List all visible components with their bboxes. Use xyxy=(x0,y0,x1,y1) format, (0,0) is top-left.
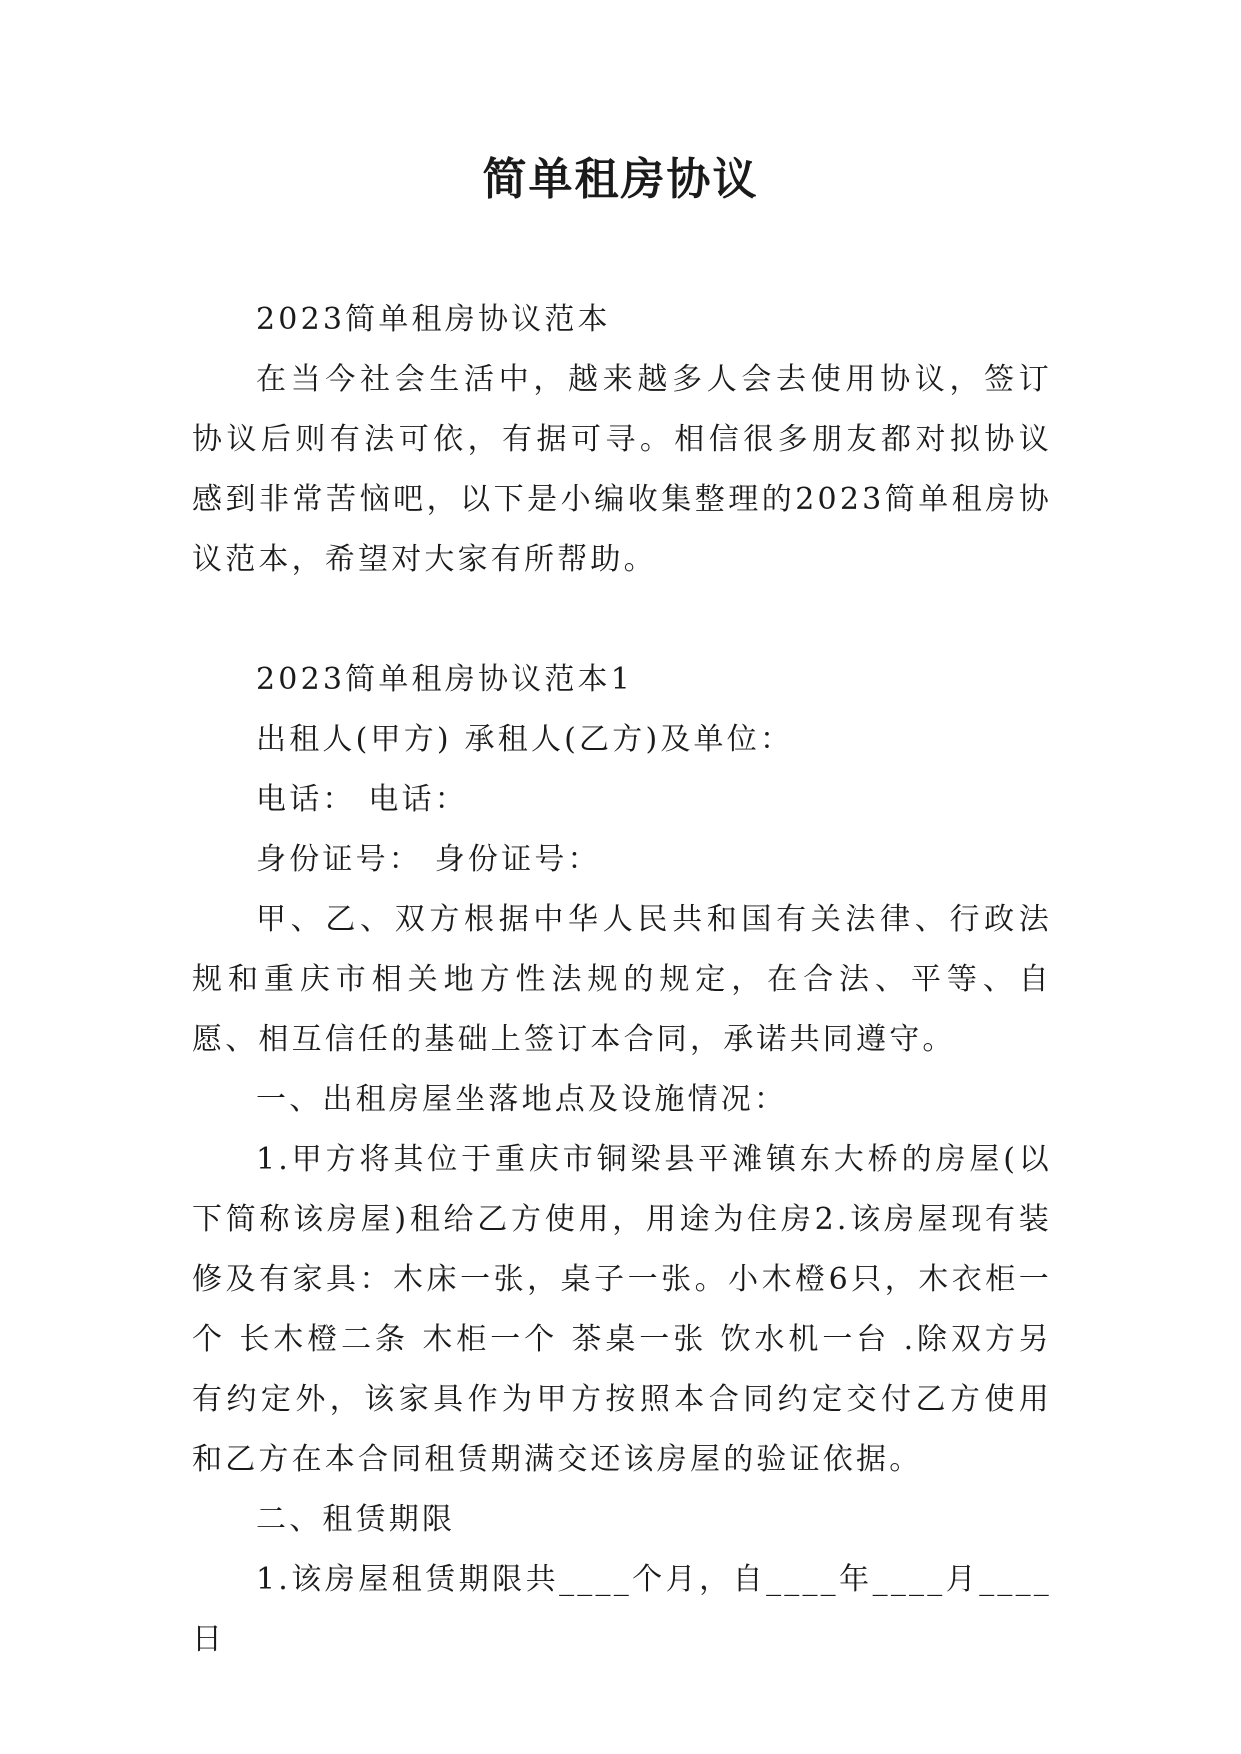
paragraph-subtitle: 2023简单租房协议范本 xyxy=(256,302,611,337)
paragraph-section-1-content: 1.甲方将其位于重庆市铜梁县平滩镇东大桥的房屋(以下简称该房屋)租给乙方使用，用途为住房2.该房屋现有装修及有家具：木床一张，桌子一张。小木橙6只，木衣柜一个 长木橙二条 木柜一个 茶桌一张 饮水机一台 .除双方另有约定外，该家具作为甲方按照本合同约定交付乙方使用和乙方在本合同租赁期满交还该房屋的验证依据。 xyxy=(192,1142,1052,1477)
paragraph-intro: 在当今社会生活中，越来越多人会去使用协议，签订协议后则有法可依，有据可寻。相信很多朋友都对拟协议感到非常苦恼吧，以下是小编收集整理的2023简单租房协议范本，希望对大家有所帮助。 xyxy=(192,362,1052,577)
paragraph-id-number: 身份证号： 身份证号： xyxy=(256,842,601,877)
paragraph-section-1-heading: 一、出租房屋坐落地点及设施情况： xyxy=(256,1082,788,1117)
paragraph-parties: 出租人(甲方) 承租人(乙方)及单位： xyxy=(256,722,794,757)
paragraph-phone: 电话： 电话： xyxy=(256,782,468,817)
paragraph-section-2-content: 1.该房屋租赁期限共____个月，自____年____月____日 xyxy=(192,1562,1052,1657)
paragraph-template-heading: 2023简单租房协议范本1 xyxy=(256,662,634,697)
paragraph-preamble: 甲、乙、双方根据中华人民共和国有关法律、行政法规和重庆市相关地方性法规的规定，在合法、平等、自愿、相互信任的基础上签订本合同，承诺共同遵守。 xyxy=(192,902,1052,1057)
document-body xyxy=(192,290,1052,1670)
paragraph-section-2-heading: 二、租赁期限 xyxy=(256,1502,456,1537)
document-title: 简单租房协议 xyxy=(482,154,759,205)
